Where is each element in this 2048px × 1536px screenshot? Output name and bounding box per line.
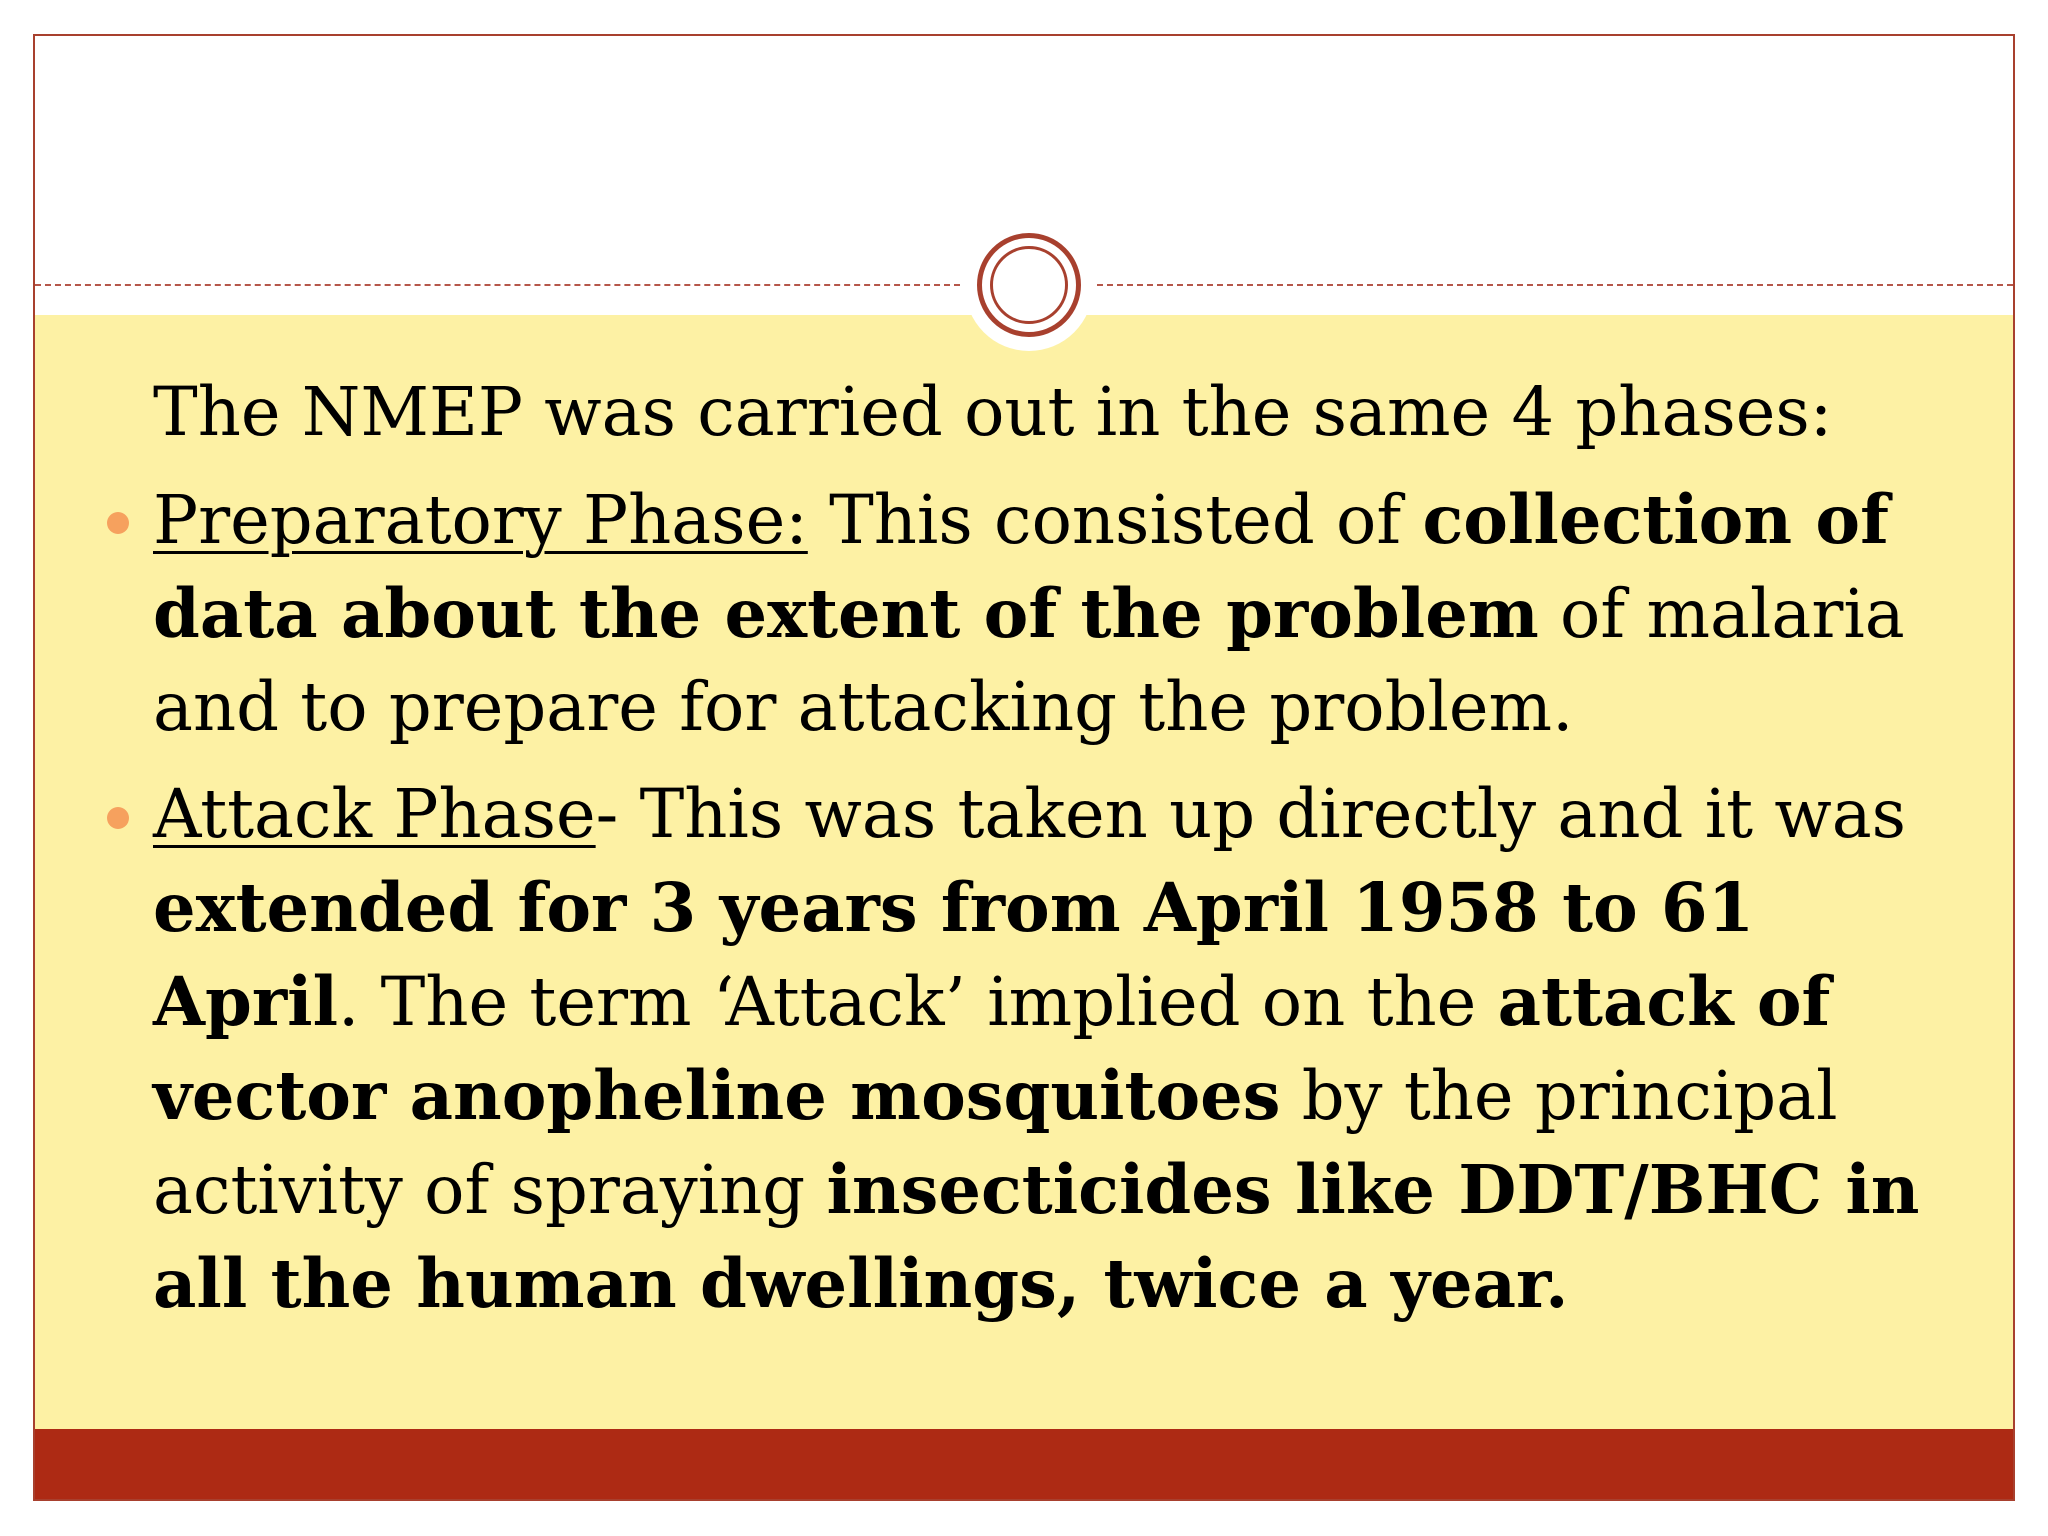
phase-heading: Preparatory Phase: (153, 481, 808, 559)
header-divider-right (1097, 284, 2013, 286)
phase-text: - This was taken up directly and it was (595, 775, 1907, 853)
header-divider-left (35, 284, 960, 286)
intro-line: The NMEP was carried out in the same 4 phases: (153, 373, 1833, 451)
circle-ornament-inner (990, 246, 1068, 324)
phase-emphasis: collection of data about the extent of the problem (153, 480, 1889, 653)
slide-body (153, 366, 1983, 1331)
phase-heading: Attack Phase (153, 775, 596, 853)
phase-text: by the principal activity of spraying (153, 1057, 1838, 1229)
footer-band (35, 1429, 2013, 1499)
phase-text: This consisted of (807, 481, 1423, 559)
phase-emphasis: extended for 3 years from April 1958 to 61 April (153, 868, 1755, 1041)
bullet-dot-icon (107, 512, 129, 534)
phase-text: of malaria and to prepare for attacking the problem. (153, 575, 1905, 746)
phase-emphasis: attack of vector anopheline mosquitoes (153, 962, 1831, 1135)
bullet-attack-phase (153, 768, 1983, 1331)
phase-emphasis: insecticides like DDT/BHC in all the human dwellings, twice a year. (153, 1150, 1920, 1323)
circle-ornament-icon (977, 233, 1081, 337)
bullet-preparatory-phase (153, 473, 1983, 754)
bullet-dot-icon (107, 807, 129, 829)
slide (33, 34, 2015, 1501)
phase-text: . The term ‘Attack’ implied on the (338, 963, 1498, 1041)
